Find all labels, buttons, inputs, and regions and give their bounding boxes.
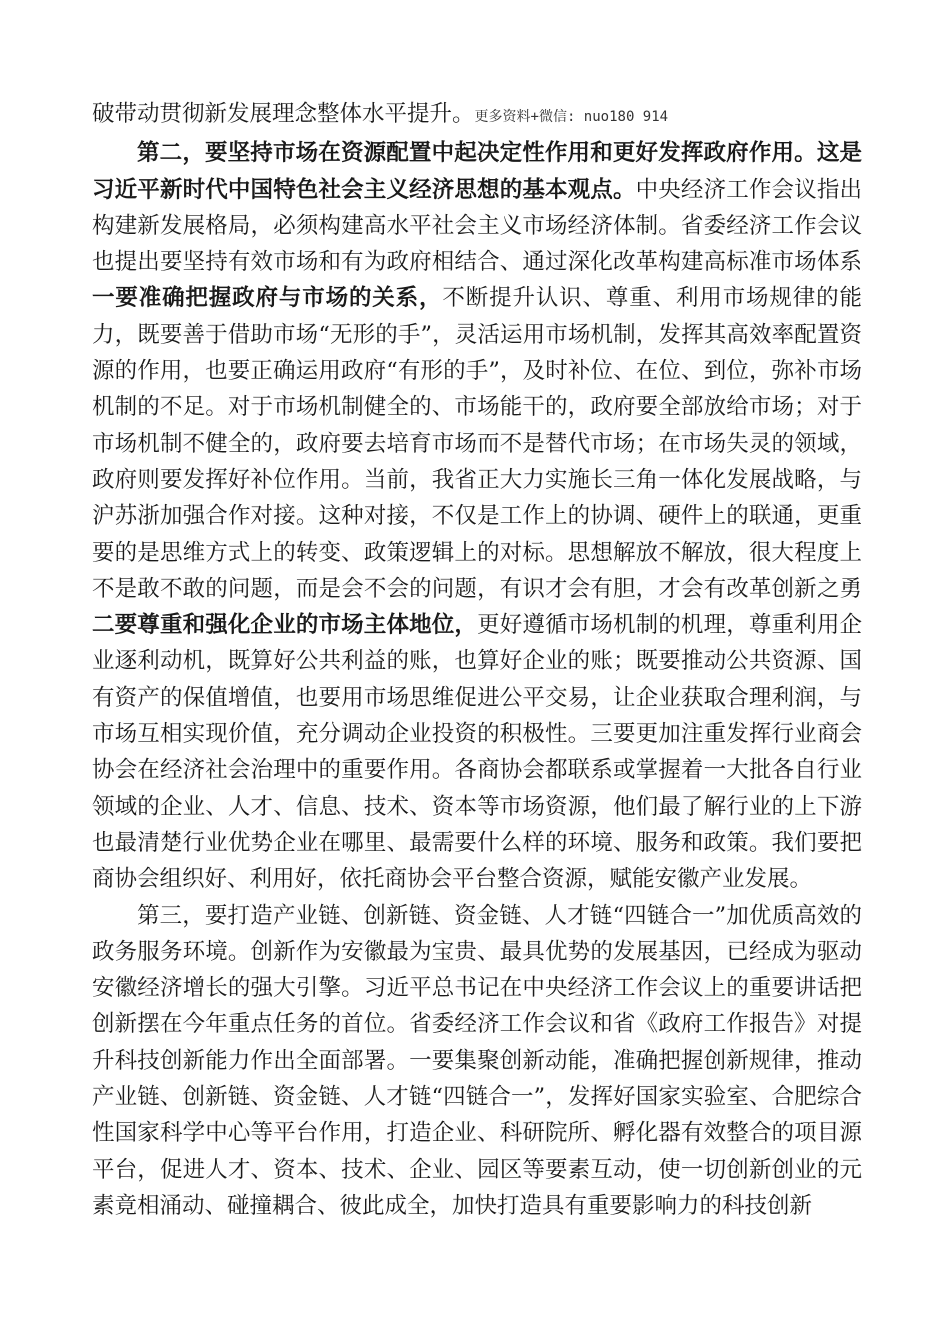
paragraph-2-point-1: 一要准确把握政府与市场的关系， xyxy=(92,285,443,312)
paragraph-3-text: 第三，要打造产业链、创新链、资金链、人才链“四链合一”加优质高效的政务服务环境。创新作为安徽最为宝贵、最具优势的发展基因，已经成为驱动安徽经济增长的强大引擎。习近平总书记在中央经济工作会议上的重要讲话把创新摆在今年重点任务的首位。省委经济工作会议和省《政府工作报告》对提升科技创新能力作出全面部署。一要集聚创新动能，准确把握创新规律，推动产业链、创新链、资金链、人才链“四链合一”，发挥好国家实验室、合肥综合性国家科学中心等平台作用，打造企业、科研院所、孵化器有效整合的项目源平台，促进人才、资本、技术、企业、园区等要素互动，使一切创新创业的元素竟相涌动、碰撞耦合、彼此成全，加快打造具有重要影响力的科技创新 xyxy=(92,902,862,1219)
paragraph-2 xyxy=(92,135,862,897)
paragraph-2-text-1: 中央经济工作会议指出构建新发展格局，必须构建高水平社会主义市场经济体制。省委经济工作会议也提出要坚持有效市场和有为政府相结合、通过深化改革构建高标准市场体系 xyxy=(92,176,862,276)
contact-note: 更多资料+微信: nuo180 914 xyxy=(474,109,669,125)
paragraph-2-text-3: 更好遵循市场机制的机理，尊重利用企业逐利动机，既算好公共利益的账，也算好企业的账；既要推动公共资源、国有资产的保值增值，也要用市场思维促进公平交易，让企业获取合理利润，与市场互相实现价值，充分调动企业投资的积极性。三要更加注重发挥行业商会协会在经济社会治理中的重要作用。各商协会都联系或掌握着一大批各自行业领域的企业、人才、信息、技术、资本等市场资源，他们最了解行业的上下游也最清楚行业优势企业在哪里、最需要什么样的环境、服务和政策。我们要把商协会组织好、利用好，依托商协会平台整合资源，赋能安徽产业发展。 xyxy=(92,612,862,893)
paragraph-2-lead: 第二，要坚持市场在资源配置中起决定性作用和更好发挥政府作用。这是习近平新时代中国特色社会主义经济思想的基本观点。 xyxy=(92,140,862,203)
paragraph-1-text: 破带动贯彻新发展理念整体水平提升。 xyxy=(92,101,475,127)
document-page xyxy=(92,96,862,1224)
paragraph-2-point-2: 二要尊重和强化企业的市场主体地位， xyxy=(92,612,478,639)
paragraph-1 xyxy=(92,96,862,135)
paragraph-2-text-2: 不断提升认识、尊重、利用市场规律的能力，既要善于借助市场“无形的手”，灵活运用市场机制，发挥其高效率配置资源的作用，也要正确运用政府“有形的手”，及时补位、在位、到位，弥补市场机制的不足。对于市场机制健全的、市场能干的，政府要全部放给市场；对于市场机制不健全的，政府要去培育市场而不是替代市场；在市场失灵的领域，政府则要发挥好补位作用。当前，我省正大力实施长三角一体化发展战略，与沪苏浙加强合作对接。这种对接，不仅是工作上的协调、硬件上的联通，更重要的是思维方式上的转变、政策逻辑上的对标。思想解放不解放，很大程度上不是敢不敢的问题，而是会不会的问题，有识才会有胆，才会有改革创新之勇 xyxy=(92,285,862,602)
paragraph-3 xyxy=(92,898,862,1225)
